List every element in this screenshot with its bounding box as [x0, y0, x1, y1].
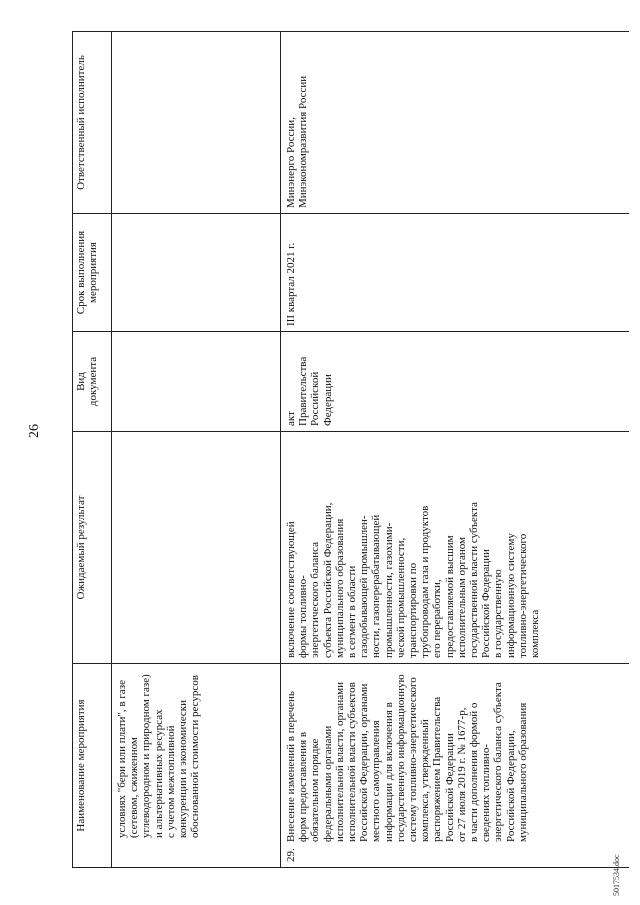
document-id: 5017534.doc [612, 854, 621, 896]
measure-name-text: Внесение изменений в перечень форм предоставления в обязательном порядке федеральными органами исполнительной власти, органами исполнительной власти субъектов Российской Федерации, органами местного самоуправления информации для включения в государственную информационную систему топливно-энергетического комплекса, утвержденный распоряжением Правительства Российской Федерации от 27 июля 2019 г. № 1677-р, в части дополнения формой о сведениях топливно- энергетического баланса субъекта Российской Федерации, муниципального образования [285, 674, 529, 842]
measures-table [72, 31, 629, 868]
document-type-cell: акт Правительства Российской Федерации [281, 332, 630, 432]
deadline-cell [112, 214, 281, 332]
header-executor: Ответственный исполнитель [73, 32, 112, 214]
row-number: 29. [285, 848, 297, 862]
measure-name-text: условиях "бери или плати", в газе (сетевом, сжиженном углеводородном и природном газе) и альтернативных ресурсах с учетом межтопливной конкуренции и экономически обоснованной стоимости ресурсов [116, 674, 202, 838]
header-measure-name: Наименование мероприятия [73, 664, 112, 868]
header-expected-result: Ожидаемый результат [73, 432, 112, 664]
header-document-type: Вид документа [73, 332, 112, 432]
deadline-cell: III квартал 2021 г. [281, 214, 630, 332]
expected-result-cell: включение соответствующей формы топливно- энергетического баланса субъекта Российской Федерации, муниципального образования в сегмент в области газодобывающей промышлен- ности, газоперерабатывающей промышленности, газохими- ческой промышленности, транспортировки по трубопроводам газа и продуктов его переработки, предоставляемой высшим исполнительным органом государственной власти субъекта Российской Федерации в государственную информационную систему топливно-энергетического комплекса [281, 432, 630, 664]
executor-cell: Минэнерго России, Минэкономразвития России [281, 32, 630, 214]
executor-cell [112, 32, 281, 214]
measure-name-cell [281, 664, 630, 868]
table-row [112, 32, 281, 868]
header-deadline: Срок выполнения мероприятия [73, 214, 112, 332]
measures-table-sheet [72, 32, 624, 868]
page-number: 26 [27, 424, 42, 438]
document-type-cell [112, 332, 281, 432]
table-row [281, 32, 630, 868]
expected-result-cell [112, 432, 281, 664]
table-header-row [73, 32, 112, 868]
measure-name-cell [112, 664, 281, 868]
